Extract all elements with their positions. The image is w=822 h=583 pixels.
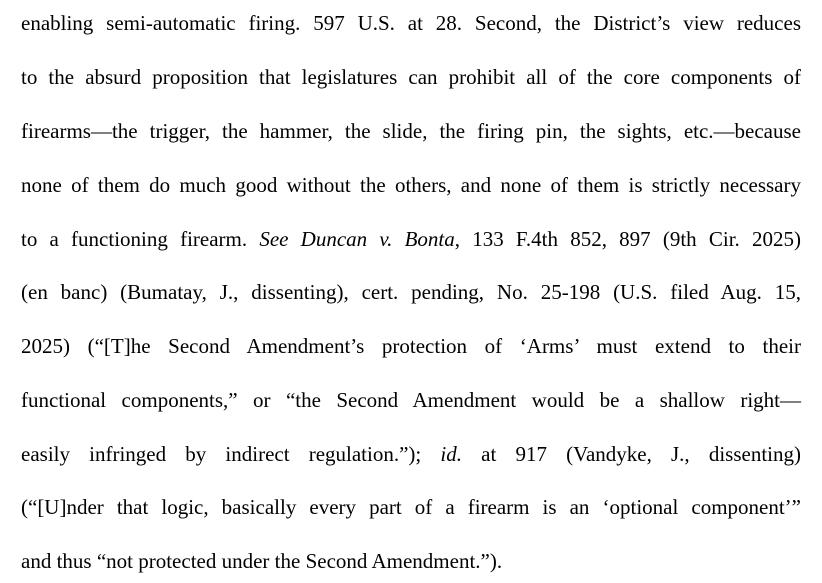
text-line-4 (21, 172, 801, 198)
text-line-1 (21, 10, 801, 36)
text-segment: to a functioning firearm. (21, 227, 260, 251)
text-segment: and thus “not protected under the Second Amendment.”). (21, 549, 503, 573)
text-line-6 (21, 279, 801, 305)
case-citation-italic: See Duncan v. Bonta (259, 227, 455, 251)
text-line-3 (21, 118, 801, 144)
text-segment: easily infringed by indirect regulation.”); (21, 442, 441, 466)
text-line-11 (21, 548, 801, 574)
text-segment: (en banc) (Bumatay, J., dissenting), cert. pending, No. 25-198 (U.S. filed Aug. 15, (21, 280, 801, 304)
text-line-5 (21, 226, 801, 252)
text-segment: enabling semi-automatic firing. 597 U.S. at 28. Second, the District’s view reduces (21, 11, 801, 35)
text-segment: firearms—the trigger, the hammer, the slide, the firing pin, the sights, etc.—because (21, 119, 801, 143)
text-line-7 (21, 333, 801, 359)
text-segment: functional components,” or “the Second Amendment would be a shallow right— (21, 388, 801, 412)
text-line-9 (21, 441, 801, 467)
id-citation-italic: id. (440, 442, 463, 466)
text-segment: (“[U]nder that logic, basically every part of a firearm is an ‘optional component’” (21, 495, 801, 519)
text-line-2 (21, 64, 801, 90)
text-segment: none of them do much good without the others, and none of them is strictly necessary (21, 173, 801, 197)
text-segment: to the absurd proposition that legislatures can prohibit all of the core components of (21, 65, 801, 89)
text-line-8 (21, 387, 801, 413)
text-segment: at 917 (Vandyke, J., dissenting) (462, 442, 802, 466)
text-segment: 2025) (“[T]he Second Amendment’s protection of ‘Arms’ must extend to their (21, 334, 801, 358)
text-segment: , 133 F.4th 852, 897 (9th Cir. 2025) (454, 227, 801, 251)
text-line-10 (21, 494, 801, 520)
